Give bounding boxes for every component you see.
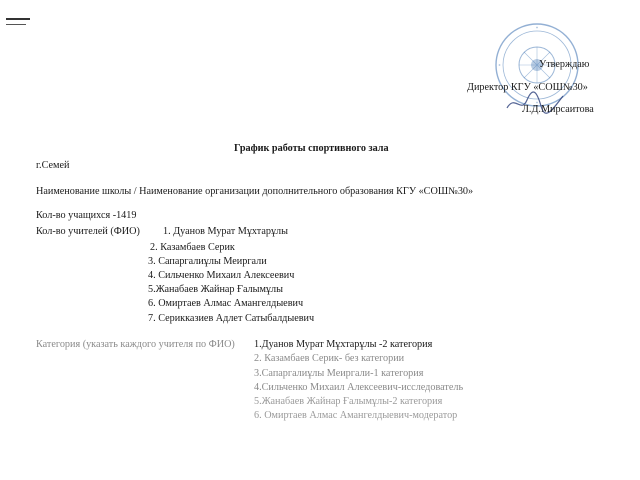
teacher-item: 7. Серикказиев Адлет Сатыбалдыевич (148, 313, 315, 324)
teacher-item: 3. Сапаргалиұлы Меиргали (148, 256, 267, 267)
category-item: 2. Казамбаев Серик- без категории (254, 353, 405, 364)
teachers-label: Кол-во учителей (ФИО) (36, 226, 140, 237)
teacher-item: 4. Сильченко Михаил Алексеевич (148, 270, 295, 281)
category-item: 1.Дуанов Мурат Мұхтарұлы -2 категория (254, 339, 433, 350)
students-line: Кол-во учащихся -1419 (36, 210, 137, 221)
teacher-item: 1. Дуанов Мурат Мұхтарұлы (163, 226, 288, 237)
category-item: 4.Сильченко Михаил Алексеевич-исследователь (254, 382, 464, 393)
scan-mark (6, 24, 26, 25)
category-label: Категория (указать каждого учителя по ФИО) (36, 339, 235, 350)
city-line: г.Семей (36, 160, 70, 171)
category-item: 3.Сапаргалиұлы Меиргали-1 категория (254, 368, 424, 379)
approval-approve: Утверждаю (539, 59, 590, 70)
approval-director: Директор КГУ «СОШ№30» (467, 82, 588, 93)
school-line: Наименование школы / Наименование организации дополнительного образования КГУ «СОШ№30» (36, 186, 474, 197)
teacher-item: 6. Омиртаев Алмас Амангелдыевич (148, 298, 304, 309)
teacher-item: 2. Казамбаев Серик (150, 242, 235, 253)
scan-mark (6, 18, 30, 20)
approval-name: Л.Д.Мирсаитова (522, 104, 594, 115)
category-item: 6. Омиртаев Алмас Амангелдыевич-модератор (254, 410, 458, 421)
teacher-item: 5.Жанабаев Жайнар Ғалымұлы (148, 284, 283, 295)
category-item: 5.Жанабаев Жайнар Ғалымұлы-2 категория (254, 396, 443, 407)
document-title: График работы спортивного зала (234, 143, 389, 154)
